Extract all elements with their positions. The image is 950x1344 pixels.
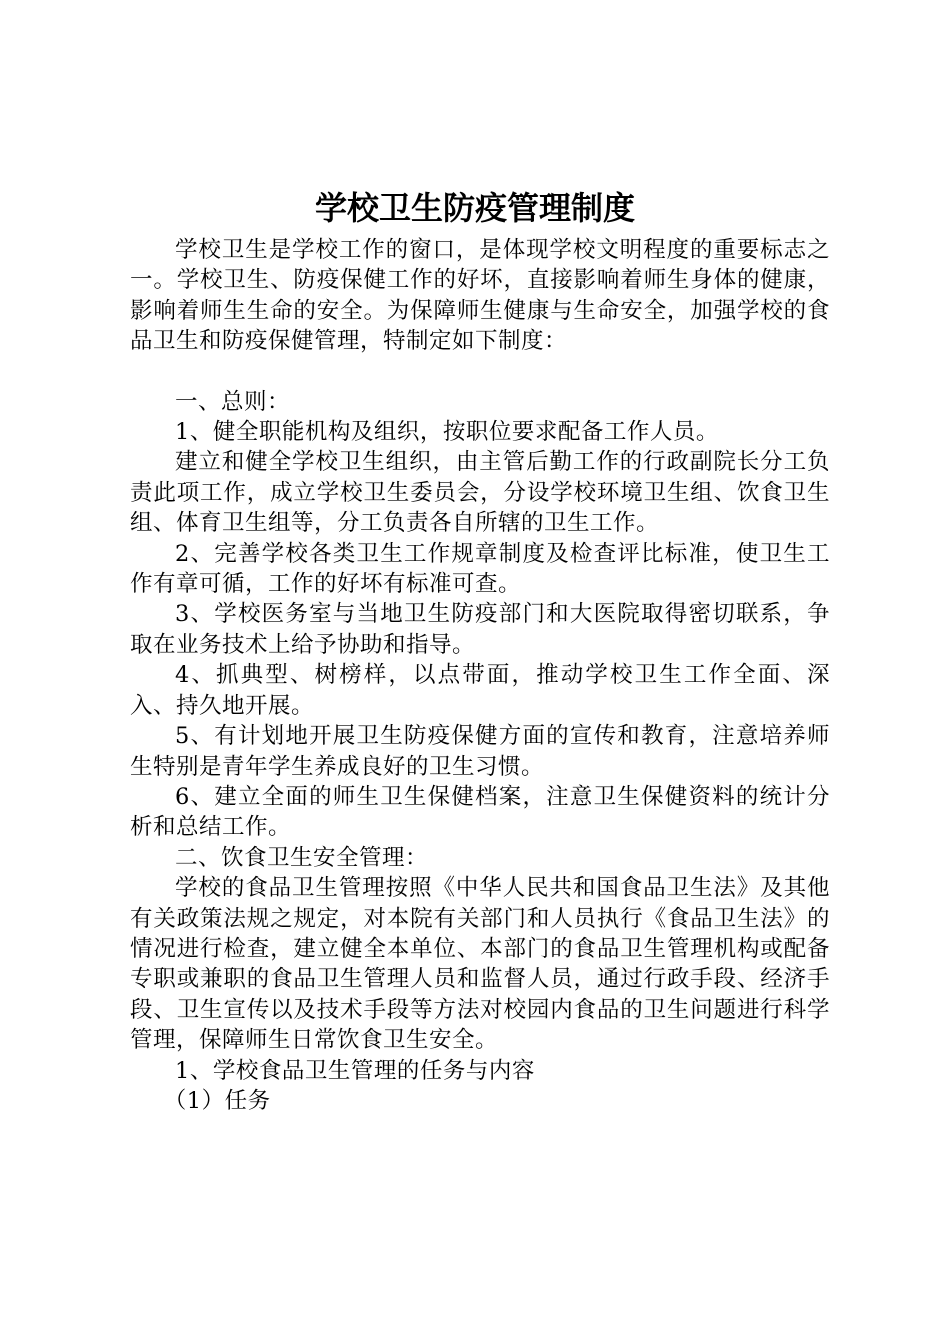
body-paragraph: 建立和健全学校卫生组织，由主管后勤工作的行政副院长分工负责此项工作，成立学校卫生委员会，分设学校环境卫生组、饮食卫生组、体育卫生组等，分工负责各自所辖的卫生工作。 — [130, 449, 830, 537]
document-body — [130, 235, 830, 1116]
sub-item: （1）任务 — [163, 1087, 271, 1114]
body-paragraph: 学校的食品卫生管理按照《中华人民共和国食品卫生法》及其他有关政策法规之规定，对本院有关部门和人员执行《食品卫生法》的情况进行检查，建立健全本单位、本部门的食品卫生管理机构或配备专职或兼职的食品卫生管理人员和监督人员，通过行政手段、经济手段、卫生宣传以及技术手段等方法对校园内食品的卫生问题进行科学管理，保障师生日常饮食卫生安全。 — [130, 875, 830, 1054]
list-item: 5、有计划地开展卫生防疫保健方面的宣传和教育，注意培养师生特别是青年学生养成良好的卫生习惯。 — [130, 723, 830, 780]
list-item: 6、建立全面的师生卫生保健档案，注意卫生保健资料的统计分析和总结工作。 — [130, 783, 830, 841]
section-heading-food-safety: 二、饮食卫生安全管理： — [175, 844, 429, 871]
list-item: 3、学校医务室与当地卫生防疫部门和大医院取得密切联系，争取在业务技术上给予协助和指导。 — [130, 601, 830, 658]
list-item: 4、抓典型、树榜样，以点带面，推动学校卫生工作全面、深入、持久地开展。 — [130, 662, 830, 719]
list-item: 1、健全职能机构及组织，按职位要求配备工作人员。 — [175, 419, 719, 446]
document-title: 学校卫生防疫管理制度 — [314, 189, 635, 227]
list-item: 1、学校食品卫生管理的任务与内容 — [175, 1057, 535, 1084]
list-item: 2、完善学校各类卫生工作规章制度及检查评比标准，使卫生工作有章可循，工作的好坏有标准可查。 — [130, 540, 830, 598]
intro-paragraph: 学校卫生是学校工作的窗口，是体现学校文明程度的重要标志之一。学校卫生、防疫保健工作的好坏，直接影响着师生身体的健康，影响着师生生命的安全。为保障师生健康与生命安全，加强学校的食品卫生和防疫保健管理，特制定如下制度： — [130, 237, 830, 355]
section-heading-general: 一、总则： — [175, 388, 291, 415]
